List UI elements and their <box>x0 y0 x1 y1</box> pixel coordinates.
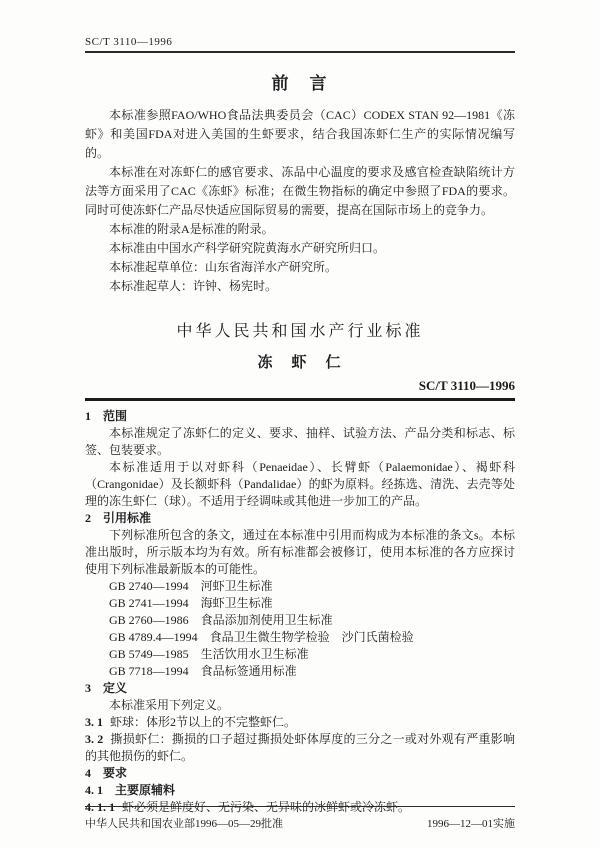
definitions-intro-paragraph: 本标准采用下列定义。 <box>109 697 230 712</box>
clause-text: 虾必须是鲜度好、无污染、无异味的冰鲜虾或冷冻虾。 <box>122 799 411 814</box>
reference-item: GB 7718—1994 食品标签通用标准 <box>109 663 297 678</box>
standard-body <box>85 408 515 816</box>
implementation-date: 1996—12—01实施 <box>427 818 515 830</box>
foreword-paragraph: 本标准在对冻虾仁的感官要求、冻品中心温度的要求及感官检查缺陷统计方法等方面采用了CAC《冻虾》标准；在微生物指标的确定中参照了FDA的要求。同时可使冻虾仁产品尽快适应国际贸易的需要，提高在国际市场上的竞争力。 <box>85 165 515 217</box>
header-rule <box>85 51 515 53</box>
foreword-paragraph: 本标准起草人：许钟、杨宪时。 <box>109 279 278 293</box>
section-1-heading: 1 范围 <box>85 408 128 423</box>
standard-code: SC/T 3110—1996 <box>418 378 515 393</box>
doc-number: SC/T 3110—1996 <box>85 36 173 48</box>
approval-note: 中华人民共和国农业部1996—05—29批准 <box>85 818 283 830</box>
standard-category-title: 中华人民共和国水产行业标准 <box>176 323 424 340</box>
foreword-paragraph: 本标准由中国水产科学研究院黄海水产研究所归口。 <box>109 241 386 255</box>
clause-text: 虾球：体形2节以上的不完整虾仁。 <box>110 714 297 729</box>
clause-number: 3. 2 <box>85 731 104 746</box>
references-intro-paragraph: 下列标准所包含的条文，通过在本标准中引用而构成为本标准的条文s。本标准出版时，所示版本均为有效。所有标准都会被修订，使用本标准的各方应探讨使用下列标准最新版本的可能性。 <box>85 527 515 576</box>
clause-number: 4. 1. 1 <box>85 799 115 814</box>
section-3-heading: 3 定义 <box>85 680 128 695</box>
reference-item: GB 2740—1994 河虾卫生标准 <box>109 578 273 593</box>
reference-item: GB 4789.4—1994 食品卫生微生物学检验 沙门氏菌检验 <box>109 629 414 644</box>
page-footer <box>85 806 515 831</box>
clause-3-2 <box>85 731 515 765</box>
clause-text: 撕损虾仁：撕损的口子超过撕损处虾体厚度的三分之一或对外观有严重影响的其他损伤的虾仁。 <box>85 731 515 763</box>
section-2-heading: 2 引用标准 <box>85 510 152 525</box>
reference-item: GB 2741—1994 海虾卫生标准 <box>109 595 273 610</box>
standard-title-block <box>85 318 515 401</box>
section-4-heading: 4 要求 <box>85 765 128 780</box>
foreword-paragraph: 本标准的附录A是标准的附录。 <box>109 222 274 236</box>
foreword-title: 前 言 <box>271 74 329 93</box>
title-rule <box>85 398 515 401</box>
page-header <box>85 36 515 53</box>
standard-name: 冻 虾 仁 <box>257 355 343 371</box>
foreword-paragraph: 本标准起草单位：山东省海洋水产研究所。 <box>109 260 338 274</box>
foreword-section <box>85 69 515 296</box>
clause-4-1-heading: 4. 1 主要原辅料 <box>85 782 176 797</box>
reference-item: GB 5749—1985 生活饮用水卫生标准 <box>109 646 309 661</box>
scope-paragraph: 本标准适用于以对虾科（Penaeidae）、长臂虾（Palaemonidae）、褐虾科（Crangonidae）及长额虾科（Pandalidae）的虾为原料。经拣选、清洗、去壳等处理的冻生虾仁（球）。不适用于经调味或其他进一步加工的产品。 <box>85 459 515 508</box>
clause-3-1 <box>85 714 515 731</box>
foreword-paragraph: 本标准参照FAO/WHO食品法典委员会（CAC）CODEX STAN 92—1981《冻虾》和美国FDA对进入美国的生虾要求，结合我国冻虾仁生产的实际情况编写的。 <box>85 108 515 160</box>
clause-number: 3. 1 <box>85 714 103 729</box>
scope-paragraph: 本标准规定了冻虾仁的定义、要求、抽样、试验方法、产品分类和标志、标签、包装要求。 <box>85 425 515 457</box>
reference-item: GB 2760—1986 食品添加剂使用卫生标准 <box>109 612 333 627</box>
